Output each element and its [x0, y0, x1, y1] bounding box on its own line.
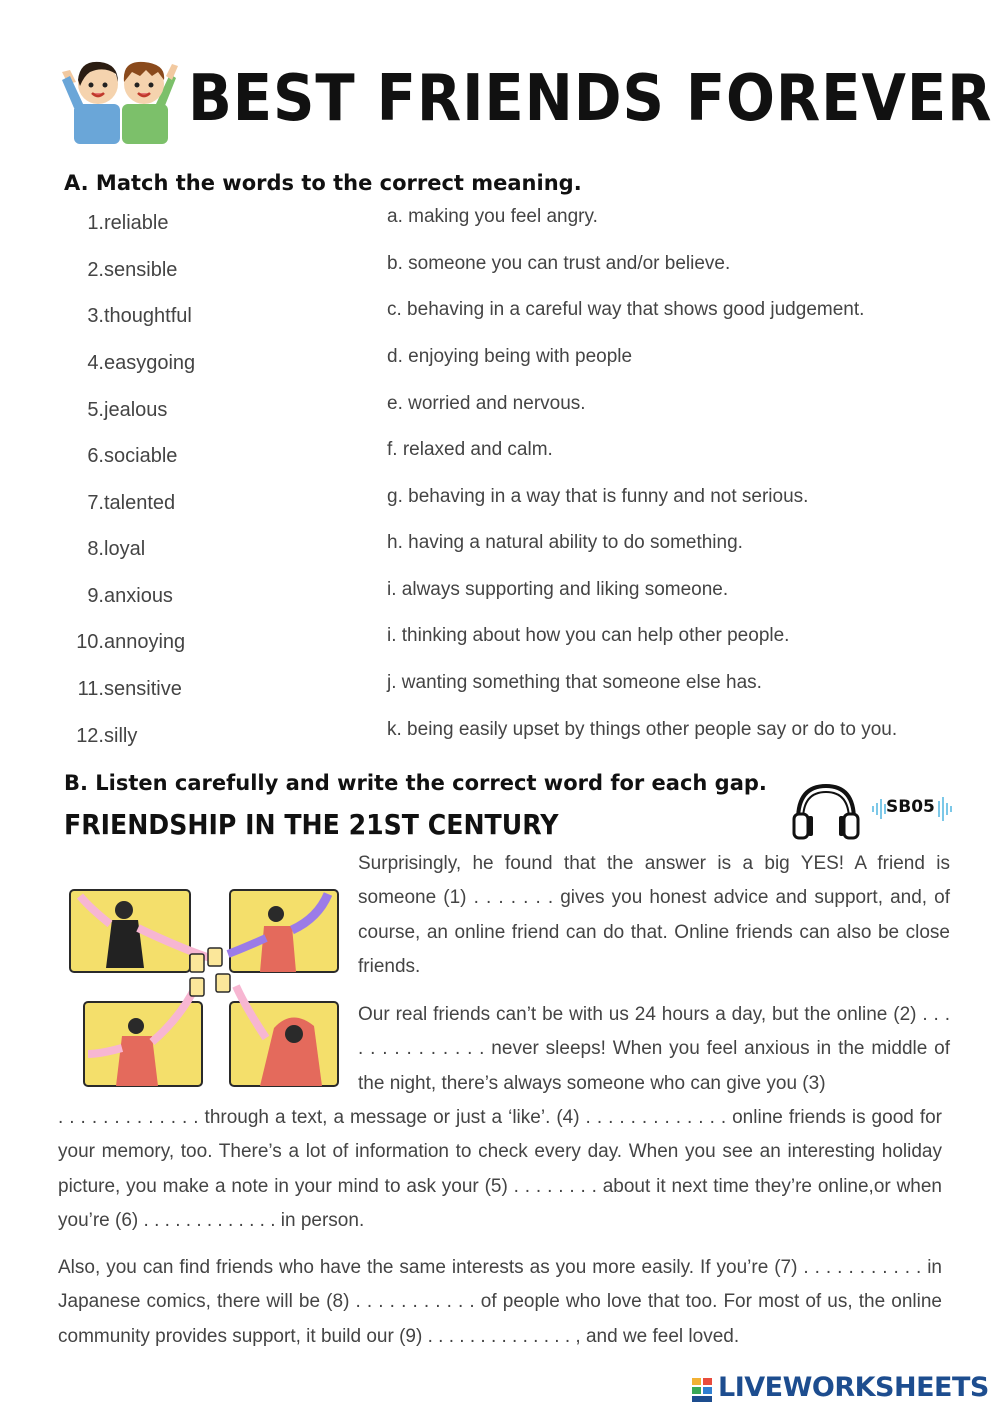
- word-item: 9.anxious: [87, 585, 173, 607]
- word-item: 11.sensitive: [77, 678, 182, 700]
- meaning-item: j. wanting something that someone else has.: [387, 672, 762, 693]
- paragraph-2-top: Our real friends can’t be with us 24 hours a day, but the online (2) . . . . . . . . . . . . . . never sleeps! When you feel anxious in the middle of the night, there’s always someone who can give you (3): [358, 1004, 950, 1094]
- word-item: 8.loyal: [87, 538, 146, 560]
- word-item: 4.easygoing: [87, 352, 196, 374]
- two-boys-icon: [60, 54, 180, 146]
- section-b-heading: B. Listen carefully and write the correct word for each gap.: [64, 771, 767, 795]
- paragraph-2-bottom: . . . . . . . . . . . . . through a text, a message or just a ‘like’. (4) . . . . . . . . . . . . . online friends is good for your memory, too. There’s a lot of information to check every day. When you see an interesting holiday picture, you make a note in your mind to ask your (5) . . . . . . . . about it next time they’re online,or when you’re (6) . . . . . . . . . . . . . in person.: [58, 1107, 942, 1231]
- audio-track-label: SB05: [886, 797, 935, 817]
- meaning-item: k. being easily upset by things other people say or do to you.: [387, 719, 898, 740]
- paragraph-1: Surprisingly, he found that the answer is a big YES! A friend is someone (1) . . . . . . . gives you honest advice and support, and, of course, an online friend can do that. Online friends can also be close friends.: [358, 853, 950, 977]
- meaning-item: c. behaving in a careful way that shows good judgement.: [387, 299, 865, 320]
- meaning-item: h. having a natural ability to do something.: [387, 532, 743, 553]
- word-item: 5.jealous: [87, 399, 168, 421]
- meaning-item: a. making you feel angry.: [387, 206, 598, 227]
- section-a-heading: A. Match the words to the correct meaning.: [64, 171, 582, 195]
- title-row: [60, 52, 993, 152]
- meaning-item: i. thinking about how you can help other people.: [387, 625, 790, 646]
- article-title: FRIENDSHIP IN THE 21ST CENTURY: [64, 808, 559, 841]
- headphones-icon[interactable]: [790, 780, 862, 842]
- page-title: BEST FRIENDS FOREVER: [188, 62, 993, 136]
- word-item: 12.silly: [76, 725, 138, 747]
- meaning-item: e. worried and nervous.: [387, 393, 586, 414]
- footer-brand[interactable]: LIVEWORKSHEETS: [718, 1372, 989, 1403]
- word-item: 10.annoying: [76, 631, 186, 653]
- meaning-item: g. behaving in a way that is funny and not serious.: [387, 486, 809, 507]
- word-item: 7.talented: [87, 492, 176, 514]
- meaning-item: f. relaxed and calm.: [387, 439, 553, 460]
- word-item: 2.sensible: [87, 259, 178, 281]
- friends-toasting-illustration: [60, 858, 350, 1098]
- word-item: 1.reliable: [87, 212, 169, 234]
- word-item: 6.sociable: [87, 445, 178, 467]
- paragraph-3: Also, you can find friends who have the same interests as you more easily. If you’re (7) . . . . . . . . . . . in Japanese comics, there will be (8) . . . . . . . . . . . of people who love that too. For most of us, the online community provides support, it build our (9) . . . . . . . . . . . . . . , and we feel loved.: [58, 1257, 942, 1347]
- word-item: 3.thoughtful: [87, 305, 192, 327]
- meaning-item: i. always supporting and liking someone.: [387, 579, 729, 600]
- meaning-item: d. enjoying being with people: [387, 346, 633, 367]
- meaning-item: b. someone you can trust and/or believe.: [387, 253, 731, 274]
